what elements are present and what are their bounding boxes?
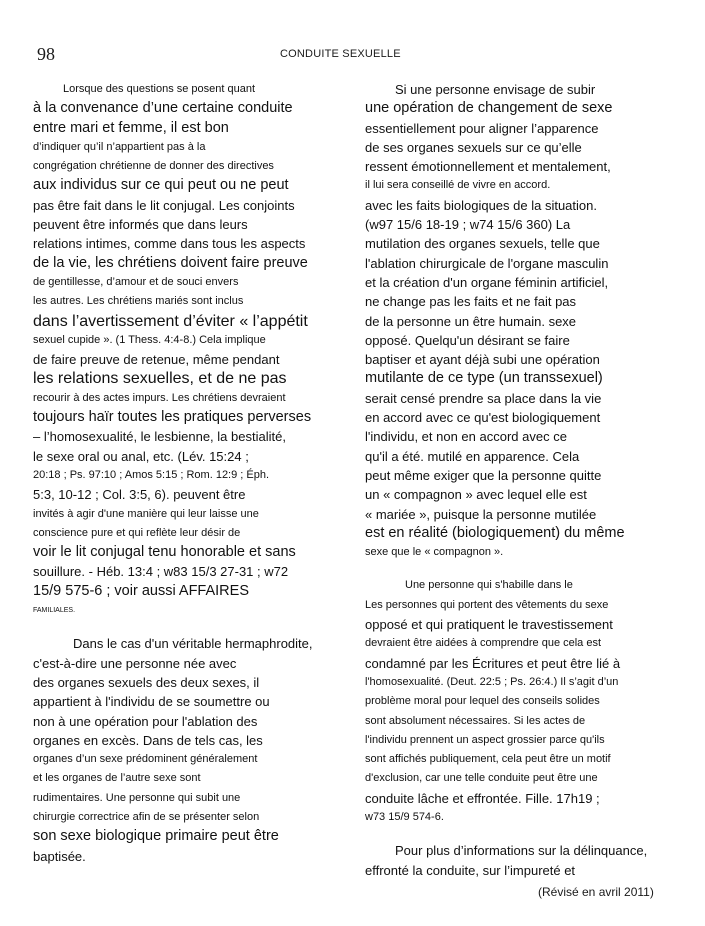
text-line: Lorsque des questions se posent quant — [63, 83, 256, 95]
text-line: 20:18 ; Ps. 97:10 ; Amos 5:15 ; Rom. 12:9 ; Éph. — [33, 468, 270, 481]
paragraph-further-info — [365, 841, 705, 880]
text-line: sont affichés publiquement, cela peut être un motif — [365, 753, 611, 766]
text-line: effronté la conduite, sur l’impureté et — [365, 862, 576, 878]
text-line: souillure. - Héb. 13:4 ; w83 15/3 27-31 ; w72 — [33, 564, 289, 580]
text-line: de ses organes sexuels sur ce qu’elle — [365, 139, 582, 155]
text-line: toujours haïr toutes les pratiques perverses — [33, 409, 312, 426]
text-line: sexe que le « compagnon ». — [365, 546, 504, 559]
text-line: baptiser et ayant déjà subi une opération — [365, 352, 600, 368]
text-line: mutilante de ce type (un transsexuel) — [365, 370, 603, 387]
text-line: opposé et qui pratiquent le travestissement — [365, 617, 613, 633]
text-line: organes en excès. Dans de tels cas, les — [33, 732, 263, 748]
text-line: dans l’avertissement d’éviter « l’appétit — [33, 312, 308, 330]
text-line: en accord avec ce qu'est biologiquement — [365, 410, 601, 426]
text-line: non à une opération pour l'ablation des — [33, 713, 258, 729]
text-line: l'individu prennent un aspect grossier parce qu'ils — [365, 733, 605, 746]
text-line: à la convenance d’une certaine conduite — [33, 100, 293, 117]
left-column — [33, 80, 348, 866]
text-line: qu'il a été. mutilé en apparence. Cela — [365, 448, 580, 464]
text-line: sexuel cupide ». (1 Thess. 4:4-8.) Cela implique — [33, 333, 266, 346]
text-line: d’indiquer qu’il n’appartient pas à la — [33, 140, 206, 153]
text-line: le sexe oral ou anal, etc. (Lév. 15:24 ; — [33, 448, 249, 464]
text-line: appartient à l'individu de se soumettre ou — [33, 694, 270, 710]
text-line: pas être fait dans le lit conjugal. Les conjoints — [33, 197, 295, 213]
running-title: CONDUITE SEXUELLE — [280, 48, 401, 60]
text-line: recourir à des actes impurs. Les chrétiens devraient — [33, 391, 286, 404]
text-line: et les organes de l’autre sexe sont — [33, 772, 201, 785]
text-line: 5:3, 10-12 ; Col. 3:5, 6). peuvent être — [33, 487, 246, 503]
text-line: aux individus sur ce qui peut ou ne peut — [33, 177, 289, 194]
text-line: son sexe biologique primaire peut être — [33, 828, 279, 845]
text-line: « mariée », puisque la personne mutilée — [365, 506, 597, 522]
text-line: peut même exiger que la personne quitte — [365, 467, 602, 483]
text-line: des organes sexuels des deux sexes, il — [33, 674, 260, 690]
text-line: avec les faits biologiques de la situation. — [365, 197, 597, 213]
text-line: FAMILIALES. — [33, 607, 76, 615]
text-line: relations intimes, comme dans tous les aspects — [33, 236, 306, 252]
text-line: peuvent être informés que dans leurs — [33, 217, 248, 233]
text-line: rudimentaires. Une personne qui subit une — [33, 791, 241, 804]
text-line: un « compagnon » avec lequel elle est — [365, 487, 587, 503]
text-line: de gentillesse, d’amour et de souci envers — [33, 275, 239, 288]
text-line: de la vie, les chrétiens doivent faire preuve — [33, 254, 308, 271]
text-line: serait censé prendre sa place dans la vie — [365, 390, 602, 406]
text-line: une opération de changement de sexe — [365, 100, 613, 117]
paragraph-sex-change — [365, 80, 705, 562]
text-line: les autres. Les chrétiens mariés sont inclus — [33, 295, 244, 308]
text-line: Si une personne envisage de subir — [395, 82, 596, 97]
text-line: problème moral pour lequel des conseils solides — [365, 695, 600, 708]
text-line: l'homosexualité. (Deut. 22:5 ; Ps. 26:4.) Il s’agit d’un — [365, 675, 619, 688]
text-line: Les personnes qui portent des vêtements du sexe — [365, 598, 609, 611]
text-line: d'exclusion, car une telle conduite peut être une — [365, 772, 598, 785]
text-line: conduite lâche et effrontée. Fille. 17h19 ; — [365, 790, 600, 806]
revision-note: (Révisé en avril 2011) — [538, 885, 654, 899]
text-line: mutilation des organes sexuels, telle que — [365, 236, 600, 252]
text-line: l'ablation chirurgicale de l'organe masculin — [365, 255, 609, 271]
text-line: organes d’un sexe prédominent généralement — [33, 753, 258, 766]
text-line: condamné par les Écritures et peut être lié à — [365, 655, 621, 671]
text-line: (w97 15/6 18-19 ; w74 15/6 360) La — [365, 217, 571, 233]
text-line: w73 15/9 574-6. — [365, 810, 444, 823]
text-line: et la création d'un organe féminin artificiel, — [365, 274, 609, 290]
text-line: les relations sexuelles, et de ne pas — [33, 370, 287, 388]
text-line: essentiellement pour aligner l’apparence — [365, 120, 599, 136]
text-line: congrégation chrétienne de donner des directives — [33, 160, 274, 173]
text-line: chirurgie correctrice afin de se présenter selon — [33, 810, 260, 823]
right-column — [365, 80, 705, 880]
text-line: voir le lit conjugal tenu honorable et sans — [33, 544, 296, 561]
text-line: l'individu, et non en accord avec ce — [365, 429, 567, 445]
text-line: invités à agir d'une manière qui leur laisse une — [33, 507, 259, 520]
text-line: conscience pure et qui reflète leur désir de — [33, 526, 241, 539]
paragraph-hygiene-marriage — [33, 80, 348, 620]
text-line: sont absolument nécessaires. Si les actes de — [365, 714, 586, 727]
text-line: ressent émotionnellement et mentalement, — [365, 159, 611, 175]
text-line: 15/9 575-6 ; voir aussi AFFAIRES — [33, 582, 249, 599]
text-line: opposé. Quelqu'un désirant se faire — [365, 332, 570, 348]
text-line: Dans le cas d'un véritable hermaphrodite, — [73, 636, 313, 652]
text-line: Une personne qui s'habille dans le — [405, 579, 573, 592]
text-line: est en réalité (biologiquement) du même — [365, 524, 625, 541]
text-line: de la personne un être humain. sexe — [365, 313, 577, 329]
text-line: de faire preuve de retenue, même pendant — [33, 352, 280, 368]
text-line: – l’homosexualité, le lesbienne, la bestialité, — [33, 429, 286, 445]
page-number: 98 — [37, 44, 55, 64]
text-line: devraient être aidées à comprendre que cela est — [365, 637, 602, 650]
paragraph-hermaphrodite — [33, 634, 348, 866]
text-line: c'est-à-dire une personne née avec — [33, 655, 237, 671]
paragraph-cross-dressing — [365, 576, 705, 827]
text-line: entre mari et femme, il est bon — [33, 119, 229, 136]
text-line: Pour plus d’informations sur la délinquance, — [395, 843, 648, 859]
text-line: ne change pas les faits et ne fait pas — [365, 294, 577, 310]
text-line: il lui sera conseillé de vivre en accord. — [365, 179, 551, 192]
text-line: baptisée. — [33, 848, 86, 864]
